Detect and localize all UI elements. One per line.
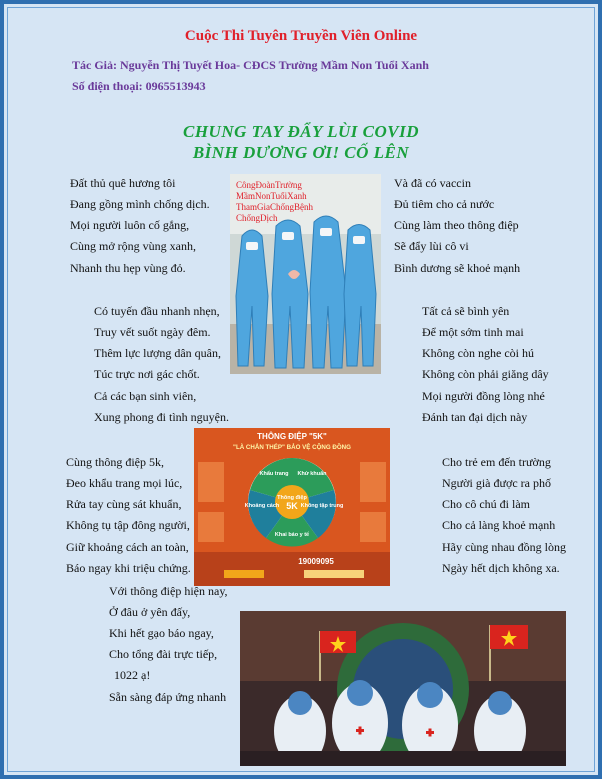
poem-line: Không còn phải giăng dây xyxy=(422,367,549,381)
poem-line: Thêm lực lượng dân quân, xyxy=(94,346,221,360)
poster-hotline: 19009095 xyxy=(298,557,334,566)
poem-line: Cho trẻ em đến trường xyxy=(442,455,551,469)
poem-line: Hãy cùng nhau đồng lòng xyxy=(442,540,566,554)
poem-line: Không tụ tập đông người, xyxy=(66,518,190,532)
poem-line: Không còn nghe còi hú xyxy=(422,346,534,360)
poem-line: Đất thủ quê hương tôi xyxy=(70,176,176,190)
poem-line: Xung phong đi tình nguyện. xyxy=(94,410,229,424)
poem-line: Để một sớm tinh mai xyxy=(422,325,524,339)
poem-line: Cùng thông điệp 5k, xyxy=(66,455,164,469)
flag-illustration-image xyxy=(240,611,566,766)
poem-line: Đeo khẩu trang mọi lúc, xyxy=(66,476,183,490)
poem-line: Đánh tan đại dịch này xyxy=(422,410,528,424)
poem-title-line-2: BÌNH DƯƠNG ƠI! CỐ LÊN xyxy=(192,143,410,162)
poem-title-line-1: CHUNG TAY ĐẨY LÙI COVID xyxy=(183,122,419,141)
poem-line: Khi hết gạo báo ngay, xyxy=(109,626,214,640)
poem-line: Ở đâu ở yên đấy, xyxy=(109,605,191,619)
poem-line: Truy vết suốt ngày đêm. xyxy=(94,325,211,339)
caption-line: ThamGiaChốngBệnh xyxy=(236,202,313,212)
poster-heading: THÔNG ĐIỆP "5K" xyxy=(257,432,327,441)
contest-title: Cuộc Thi Tuyên Truyền Viên Online xyxy=(184,28,418,44)
poem-line: Cả các bạn sinh viên, xyxy=(94,389,197,403)
author-line: Tác Giả: Nguyễn Thị Tuyết Hoa- CĐCS Trường Mầm Non Tuổi Xanh xyxy=(72,58,429,72)
poem-line: Mọi người luôn cố gắng, xyxy=(70,218,190,232)
poem-line: Có tuyến đầu nhanh nhẹn, xyxy=(94,304,220,318)
caption-line: ChốngDịch xyxy=(236,213,278,223)
caption-line: MầmNonTuổiXanh xyxy=(236,191,307,201)
poster-item-disinfect: Khử khuẩn xyxy=(297,471,327,477)
poem-line: Và đã có vaccin xyxy=(394,176,471,190)
poem-line: Cho cả làng khoẻ mạnh xyxy=(442,518,556,532)
photo-caption xyxy=(236,180,313,224)
poem-line: 1022 ạ! xyxy=(114,668,151,682)
poem-line: Rửa tay cùng sát khuẩn, xyxy=(66,497,182,511)
medical-team-photo xyxy=(230,174,381,374)
poster-item-no-gathering: Không tập trung xyxy=(300,503,344,509)
poem-line: Báo ngay khi triệu chứng. xyxy=(66,561,191,575)
poster-center-5k: 5K xyxy=(286,501,298,511)
poster-item-mask: Khẩu trang xyxy=(259,471,289,477)
poster-subheading: "LÀ CHẮN THÉP" BẢO VỆ CỘNG ĐỒNG xyxy=(233,444,351,451)
poem-line: Nhanh thu hẹp vùng đỏ. xyxy=(70,261,186,275)
poem-line: Giữ khoảng cách an toàn, xyxy=(66,540,189,554)
medical-workers-illustration xyxy=(240,611,566,766)
poem-line: Sẽ đẩy lùi cô vi xyxy=(394,239,469,253)
caption-line: CôngĐoànTrường xyxy=(236,180,302,190)
poem-line: Mọi người đồng lòng nhé xyxy=(422,389,545,403)
poem-line: Cùng làm theo thông điệp xyxy=(394,218,519,232)
poem-line: Với thông điệp hiện nay, xyxy=(109,584,228,598)
poem-line: Tất cả sẽ bình yên xyxy=(422,304,510,318)
5k-poster-graphic xyxy=(194,428,390,586)
poem-line: Túc trực nơi gác chốt. xyxy=(94,367,200,381)
poster-center-label: Thông điệp xyxy=(277,495,307,501)
poem-line: Người già được ra phố xyxy=(442,476,552,490)
poster-item-health-declaration: Khai báo y tế xyxy=(274,532,310,538)
poem-line: Đang gồng mình chống dịch. xyxy=(70,197,210,211)
poem-line: Ngày hết dịch không xa. xyxy=(442,561,560,575)
poem-line: Bình dương sẽ khoẻ mạnh xyxy=(394,261,521,275)
phone-line: Số điện thoại: 0965513943 xyxy=(72,79,206,93)
5k-message-poster xyxy=(194,428,390,586)
poem-line: Cho cô chú đi làm xyxy=(442,497,530,511)
poster-item-distance: Khoảng cách xyxy=(244,503,280,509)
poem-line: Cùng mở rộng vùng xanh, xyxy=(70,239,197,253)
poem-line: Sẵn sàng đáp ứng nhanh xyxy=(109,690,227,704)
poem-line: Đủ tiêm cho cả nước xyxy=(394,197,495,211)
poem-line: Cho tổng đài trực tiếp, xyxy=(109,647,218,661)
